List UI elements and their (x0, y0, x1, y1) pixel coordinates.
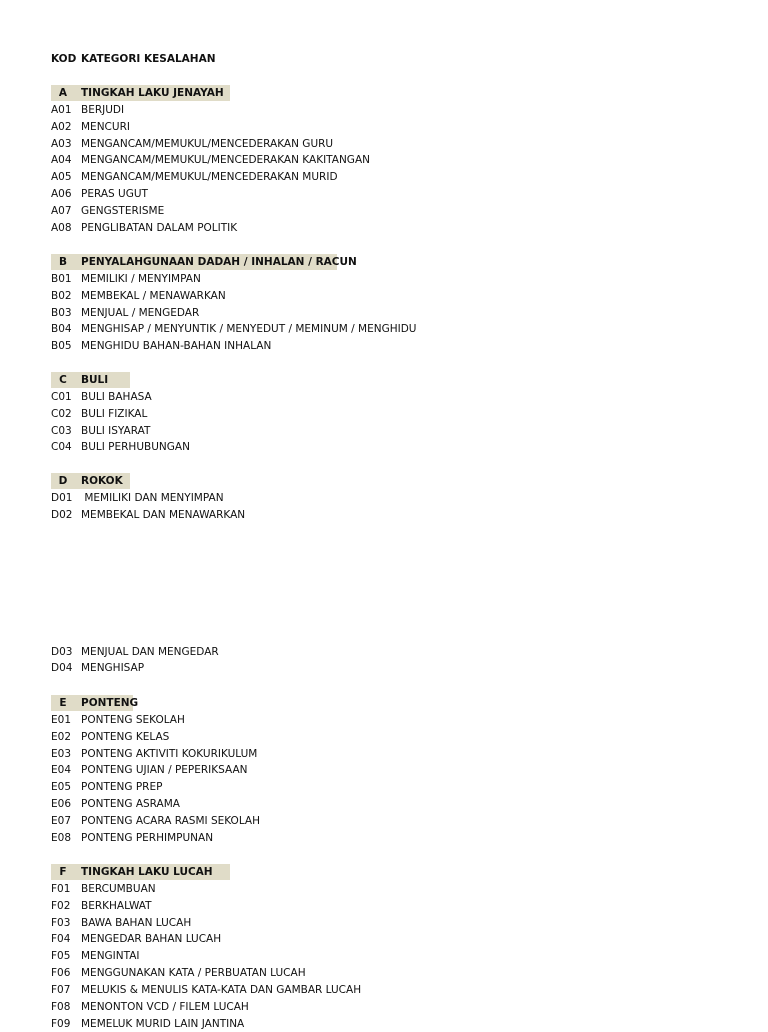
offence-code: F05 (51, 950, 71, 963)
category-title: PENYALAHGUNAAN DADAH / INHALAN / RACUN (81, 256, 357, 268)
offence-description: MEMILIKI / MENYIMPAN (81, 272, 201, 285)
offence-description: BULI PERHUBUNGAN (81, 441, 190, 454)
offence-code: A04 (51, 154, 72, 167)
offence-code: C04 (51, 441, 72, 454)
offence-code: F07 (51, 983, 71, 996)
offence-code: E08 (51, 831, 71, 844)
offence-description: BULI FIZIKAL (81, 407, 148, 420)
offence-description: MEMBEKAL DAN MENAWARKAN (81, 508, 246, 521)
category-header-a (51, 85, 230, 101)
offence-code: C03 (51, 424, 72, 437)
offence-description: MENGANCAM/MEMUKUL/MENCEDERAKAN MURID (81, 171, 338, 184)
offence-code: C01 (51, 390, 72, 403)
category-title: PONTENG (81, 697, 139, 709)
offence-description: BERKHALWAT (81, 899, 152, 912)
category-header-e (51, 695, 139, 711)
header-category-label: KATEGORI KESALAHAN (81, 53, 216, 65)
offence-description: PONTENG ASRAMA (81, 798, 180, 811)
offence-description: BULI BAHASA (81, 390, 152, 403)
offence-description: MENJUAL DAN MENGEDAR (81, 645, 219, 658)
offence-description: MENJUAL / MENGEDAR (81, 306, 200, 319)
offence-code: E04 (51, 764, 71, 777)
offence-description: MENCURI (81, 120, 130, 133)
offence-description: BERCUMBUAN (81, 882, 156, 895)
offence-code: F01 (51, 882, 71, 895)
offence-code: E06 (51, 798, 71, 811)
offence-description: MENGHIDU BAHAN-BAHAN INHALAN (81, 340, 272, 353)
offence-description: PONTENG KELAS (81, 730, 170, 743)
category-code: E (59, 697, 67, 709)
offence-code: A07 (51, 204, 72, 217)
offence-description: PENGLIBATAN DALAM POLITIK (81, 221, 238, 234)
category-title: ROKOK (81, 475, 123, 487)
offence-code: A02 (51, 120, 72, 133)
category-code: D (58, 475, 68, 487)
offence-code: F09 (51, 1017, 71, 1030)
offence-code: E05 (51, 781, 71, 794)
offence-code: A06 (51, 188, 72, 201)
offence-code: A05 (51, 171, 72, 184)
offence-code: D03 (51, 645, 73, 658)
category-header-f (51, 864, 230, 880)
category-code: A (58, 87, 68, 99)
offence-code: F08 (51, 1000, 71, 1013)
offence-code: E03 (51, 747, 71, 760)
offence-description: PONTENG ACARA RASMI SEKOLAH (81, 814, 260, 827)
offence-code: B02 (51, 289, 72, 302)
offence-code: B03 (51, 306, 72, 319)
offence-code: A08 (51, 221, 72, 234)
offence-code: D01 (51, 491, 73, 504)
category-code: C (59, 374, 67, 386)
offence-code: F03 (51, 916, 71, 929)
offence-code: E07 (51, 814, 71, 827)
offence-description: PONTENG UJIAN / PEPERIKSAAN (81, 764, 248, 777)
category-title: TINGKAH LAKU LUCAH (81, 866, 213, 878)
offence-description: MENGHISAP (81, 662, 145, 675)
category-code: B (58, 256, 67, 268)
offence-description: MEMBEKAL / MENAWARKAN (81, 289, 226, 302)
offence-description: PERAS UGUT (81, 188, 148, 201)
offence-code: F02 (51, 899, 71, 912)
offence-description: BULI ISYARAT (81, 424, 151, 437)
offence-code: F06 (51, 967, 71, 980)
category-code: F (59, 866, 67, 878)
offence-description: MEMELUK MURID LAIN JANTINA (81, 1017, 245, 1030)
category-title: BULI (81, 374, 109, 386)
category-header-d (51, 473, 130, 489)
offence-description: MENGANCAM/MEMUKUL/MENCEDERAKAN KAKITANGAN (81, 154, 370, 167)
offence-description: MEMILIKI DAN MENYIMPAN (81, 491, 224, 504)
offence-description: BAWA BAHAN LUCAH (81, 916, 192, 929)
header-code-label: KOD (51, 53, 77, 65)
offence-description: BERJUDI (81, 103, 125, 116)
offence-code: D02 (51, 508, 73, 521)
offence-code: E02 (51, 730, 71, 743)
category-title: TINGKAH LAKU JENAYAH (81, 87, 224, 99)
offence-description: MENGANCAM/MEMUKUL/MENCEDERAKAN GURU (81, 137, 334, 150)
offence-description: MENGGUNAKAN KATA / PERBUATAN LUCAH (81, 967, 306, 980)
offence-code: E01 (51, 713, 71, 726)
offence-description: MENONTON VCD / FILEM LUCAH (81, 1000, 249, 1013)
offence-description: MELUKIS & MENULIS KATA-KATA DAN GAMBAR LUCAH (81, 983, 362, 996)
offence-code: A01 (51, 103, 72, 116)
offence-code: A03 (51, 137, 72, 150)
offence-code: F04 (51, 933, 71, 946)
category-header-c (51, 372, 130, 388)
offence-code: C02 (51, 407, 72, 420)
offence-description: PONTENG PREP (81, 781, 163, 794)
offence-description: MENGINTAI (81, 950, 140, 963)
offence-description: MENGEDAR BAHAN LUCAH (81, 933, 222, 946)
offence-description: PONTENG SEKOLAH (81, 713, 185, 726)
offence-code: D04 (51, 662, 73, 675)
offence-code: B01 (51, 272, 72, 285)
category-header-b (51, 254, 357, 270)
offence-description: GENGSTERISME (81, 204, 165, 217)
offence-description: MENGHISAP / MENYUNTIK / MENYEDUT / MEMINUM / MENGHIDU (81, 323, 417, 336)
offence-description: PONTENG AKTIVITI KOKURIKULUM (81, 747, 258, 760)
offence-code: B05 (51, 340, 72, 353)
offence-code: B04 (51, 323, 72, 336)
offence-description: PONTENG PERHIMPUNAN (81, 831, 214, 844)
